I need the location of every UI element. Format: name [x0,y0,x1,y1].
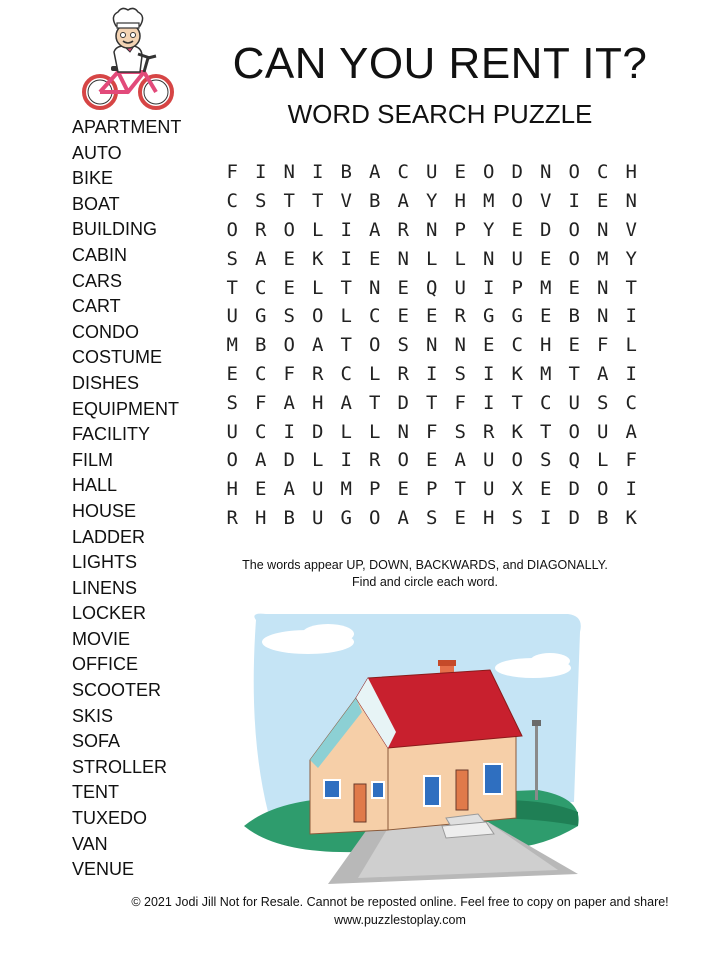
word-list-item: BUILDING [72,219,158,240]
grid-letter[interactable]: I [340,218,352,241]
grid-letter[interactable]: E [369,247,381,270]
word-list-item: CARS [72,270,123,291]
word-list-item: BOAT [72,193,120,214]
grid-letter[interactable]: F [454,391,466,414]
grid-letter[interactable]: E [511,218,523,241]
grid-letter[interactable]: I [255,161,267,184]
grid-letter[interactable]: C [255,420,267,443]
instructions [220,557,630,591]
word-list-item: SCOOTER [72,680,162,701]
grid-letter[interactable]: A [312,334,324,357]
grid-letter[interactable]: E [483,334,495,357]
grid-letter[interactable]: M [540,276,552,299]
instructions-line-1: The words appear UP, DOWN, BACKWARDS, and DIAGONALLY. [242,558,608,572]
grid-letter[interactable]: D [568,506,580,529]
grid-letter[interactable]: H [625,161,637,184]
grid-letter[interactable]: L [312,449,324,472]
grid-letter[interactable]: O [369,506,381,529]
grid-letter[interactable]: T [511,391,523,414]
website-url[interactable]: www.puzzlestoplay.com [334,913,466,927]
grid-letter[interactable]: G [340,506,352,529]
grid-letter[interactable]: S [226,391,238,414]
grid-letter[interactable]: S [426,506,438,529]
grid-letter[interactable]: E [283,276,295,299]
grid-letter[interactable]: S [540,449,552,472]
grid-letter[interactable]: N [397,247,409,270]
grid-letter[interactable]: L [454,247,466,270]
grid-letter[interactable]: R [397,362,409,385]
grid-letter[interactable]: V [540,190,552,213]
grid-letter[interactable]: L [625,334,637,357]
grid-letter[interactable]: T [226,276,238,299]
grid-letter[interactable]: R [369,449,381,472]
word-list-item: APARTMENT [72,117,182,137]
grid-letter[interactable]: U [483,449,495,472]
grid-letter[interactable]: I [283,420,295,443]
grid-letter[interactable]: B [340,161,352,184]
grid-letter[interactable]: B [597,506,609,529]
grid-letter[interactable]: L [340,420,352,443]
grid-letter[interactable]: L [340,305,352,328]
word-list-item: EQUIPMENT [72,398,180,419]
grid-letter[interactable]: V [340,190,352,213]
grid-row [218,216,646,245]
grid-letter[interactable]: P [511,276,523,299]
grid-letter[interactable]: O [511,449,523,472]
word-list [72,115,181,883]
grid-letter[interactable]: O [511,190,523,213]
word-list-item: CABIN [72,244,128,265]
grid-letter[interactable]: H [255,506,267,529]
grid-row [218,417,646,446]
grid-letter[interactable]: Y [483,218,495,241]
grid-letter[interactable]: N [426,334,438,357]
word-list-item: CART [72,296,121,317]
grid-letter[interactable]: S [283,305,295,328]
grid-letter[interactable]: U [568,391,580,414]
grid-letter[interactable]: O [283,218,295,241]
word-list-item: FACILITY [72,424,151,445]
grid-letter[interactable]: N [454,334,466,357]
word-list-item: TUXEDO [72,808,148,829]
grid-letter[interactable]: R [312,362,324,385]
grid-letter[interactable]: E [540,305,552,328]
grid-letter[interactable]: E [283,247,295,270]
grid-letter[interactable]: T [625,276,637,299]
grid-letter[interactable]: D [511,161,523,184]
grid-row [218,504,646,533]
grid-letter[interactable]: U [426,161,438,184]
chef-on-bicycle-icon [78,6,178,112]
grid-letter[interactable]: U [597,420,609,443]
grid-letter[interactable]: R [255,218,267,241]
grid-letter[interactable]: G [511,305,523,328]
grid-letter[interactable]: L [426,247,438,270]
grid-letter[interactable]: N [597,305,609,328]
grid-letter[interactable]: A [397,190,409,213]
grid-letter[interactable]: R [483,420,495,443]
grid-row [218,360,646,389]
grid-letter[interactable]: K [511,420,523,443]
word-list-item: LINENS [72,577,138,598]
grid-letter[interactable]: F [625,449,637,472]
grid-letter[interactable]: S [454,362,466,385]
word-list-item: CONDO [72,321,139,342]
grid-letter[interactable]: E [540,478,552,501]
grid-letter[interactable]: E [426,305,438,328]
word-list-item: BIKE [72,168,114,189]
grid-letter[interactable]: H [483,506,495,529]
grid-letter[interactable]: T [340,276,352,299]
word-list-item: STROLLER [72,756,168,777]
grid-letter[interactable]: Y [625,247,637,270]
grid-letter[interactable]: C [511,334,523,357]
grid-letter[interactable]: I [625,305,637,328]
grid-letter[interactable]: O [226,218,238,241]
grid-letter[interactable]: A [397,506,409,529]
grid-letter[interactable]: D [283,449,295,472]
grid-letter[interactable]: N [540,161,552,184]
grid-letter[interactable]: T [369,391,381,414]
grid-letter[interactable]: R [454,305,466,328]
grid-letter[interactable]: N [397,420,409,443]
grid-letter[interactable]: I [312,161,324,184]
grid-letter[interactable]: B [568,305,580,328]
grid-row [218,187,646,216]
grid-letter[interactable]: E [226,362,238,385]
grid-letter[interactable]: I [340,247,352,270]
copyright-notice: © 2021 Jodi Jill Not for Resale. Cannot be reposted online. Feel free to copy on paper and share! [131,895,669,909]
word-list-item: VAN [72,833,108,854]
grid-letter[interactable]: C [540,391,552,414]
grid-letter[interactable]: I [483,391,495,414]
grid-letter[interactable]: M [597,247,609,270]
grid-letter[interactable]: D [397,391,409,414]
grid-row [218,244,646,273]
grid-letter[interactable]: R [226,506,238,529]
grid-letter[interactable]: U [226,305,238,328]
grid-letter[interactable]: N [283,161,295,184]
grid-letter[interactable]: S [511,506,523,529]
grid-letter[interactable]: A [283,391,295,414]
grid-letter[interactable]: D [568,478,580,501]
grid-letter[interactable]: O [397,449,409,472]
page-subtitle: WORD SEARCH PUZZLE [287,99,593,129]
grid-letter[interactable]: N [483,247,495,270]
grid-letter[interactable]: A [255,247,267,270]
grid-letter[interactable]: A [369,218,381,241]
grid-letter[interactable]: T [426,391,438,414]
grid-letter[interactable]: C [625,391,637,414]
grid-letter[interactable]: E [397,276,409,299]
grid-letter[interactable]: E [568,334,580,357]
word-list-item: SKIS [72,705,114,726]
grid-letter[interactable]: E [568,276,580,299]
grid-letter[interactable]: S [226,247,238,270]
word-list-item: LADDER [72,526,146,547]
grid-letter[interactable]: P [426,478,438,501]
grid-letter[interactable]: O [568,247,580,270]
grid-letter[interactable]: A [597,362,609,385]
grid-letter[interactable]: N [597,218,609,241]
grid-letter[interactable]: K [312,247,324,270]
word-list-item: LOCKER [72,603,147,624]
grid-letter[interactable]: U [454,276,466,299]
grid-letter[interactable]: H [540,334,552,357]
page-title: CAN YOU RENT IT? [232,39,648,88]
grid-letter[interactable]: F [255,391,267,414]
grid-letter[interactable]: C [255,276,267,299]
grid-letter[interactable]: B [369,190,381,213]
footer [90,893,710,929]
grid-letter[interactable]: E [426,449,438,472]
grid-letter[interactable]: I [625,478,637,501]
grid-letter[interactable]: O [568,161,580,184]
grid-letter[interactable]: X [511,478,523,501]
grid-letter[interactable]: L [312,218,324,241]
grid-letter[interactable]: B [283,506,295,529]
house-icon [238,612,588,888]
grid-letter[interactable]: I [540,506,552,529]
instructions-line-2: Find and circle each word. [352,575,498,589]
grid-letter[interactable]: I [483,362,495,385]
grid-letter[interactable]: D [540,218,552,241]
grid-letter[interactable]: I [340,449,352,472]
grid-letter[interactable]: G [255,305,267,328]
word-list-item: VENUE [72,859,135,880]
grid-letter[interactable]: U [511,247,523,270]
grid-letter[interactable]: N [426,218,438,241]
grid-letter[interactable]: E [255,478,267,501]
grid-letter[interactable]: F [226,161,238,184]
grid-letter[interactable]: G [483,305,495,328]
grid-letter[interactable]: E [597,190,609,213]
word-list-item: COSTUME [72,347,162,368]
grid-letter[interactable]: N [625,190,637,213]
grid-letter[interactable]: O [226,449,238,472]
grid-letter[interactable]: U [312,506,324,529]
grid-letter[interactable]: O [597,478,609,501]
grid-letter[interactable]: K [511,362,523,385]
grid-letter[interactable]: C [226,190,238,213]
word-list-item: SOFA [72,731,121,752]
grid-letter[interactable]: A [255,449,267,472]
grid-letter[interactable]: U [483,478,495,501]
grid-letter[interactable]: I [483,276,495,299]
grid-letter[interactable]: E [397,478,409,501]
grid-letter[interactable]: O [283,334,295,357]
word-list-item: TENT [72,782,119,803]
grid-letter[interactable]: T [312,190,324,213]
grid-letter[interactable]: O [568,218,580,241]
grid-letter[interactable]: F [283,362,295,385]
grid-letter[interactable]: O [369,334,381,357]
grid-letter[interactable]: O [312,305,324,328]
grid-letter[interactable]: S [454,420,466,443]
grid-letter[interactable]: C [597,161,609,184]
grid-letter[interactable]: U [226,420,238,443]
grid-letter[interactable]: U [312,478,324,501]
grid-letter[interactable]: T [340,334,352,357]
grid-letter[interactable]: L [597,449,609,472]
grid-letter[interactable]: T [568,362,580,385]
grid-letter[interactable]: L [369,362,381,385]
grid-letter[interactable]: T [454,478,466,501]
grid-letter[interactable]: C [255,362,267,385]
grid-letter[interactable]: A [283,478,295,501]
grid-letter[interactable]: M [340,478,352,501]
grid-letter[interactable]: I [625,362,637,385]
grid-letter[interactable]: M [483,190,495,213]
grid-letter[interactable]: E [454,506,466,529]
grid-letter[interactable]: L [369,420,381,443]
grid-letter[interactable]: N [369,276,381,299]
grid-row [218,302,646,331]
grid-letter[interactable]: S [397,334,409,357]
grid-letter[interactable]: T [540,420,552,443]
grid-letter[interactable]: A [340,391,352,414]
grid-letter[interactable]: A [625,420,637,443]
grid-letter[interactable]: O [483,161,495,184]
grid-letter[interactable]: I [426,362,438,385]
grid-letter[interactable]: N [597,276,609,299]
grid-row [218,388,646,417]
grid-letter[interactable]: P [369,478,381,501]
grid-letter[interactable]: A [454,449,466,472]
grid-letter[interactable]: O [568,420,580,443]
word-list-item: FILM [72,449,114,470]
grid-row [218,273,646,302]
grid-letter[interactable]: Q [568,449,580,472]
grid-letter[interactable]: F [597,334,609,357]
grid-letter[interactable]: C [340,362,352,385]
grid-row [218,475,646,504]
grid-letter[interactable]: K [625,506,637,529]
word-list-item: DISHES [72,372,140,393]
letter-grid [218,158,646,532]
grid-letter[interactable]: T [283,190,295,213]
word-list-item: MOVIE [72,628,131,649]
grid-letter[interactable]: E [540,247,552,270]
grid-letter[interactable]: M [540,362,552,385]
grid-letter[interactable]: A [369,161,381,184]
grid-letter[interactable]: E [397,305,409,328]
grid-letter[interactable]: B [255,334,267,357]
word-list-item: OFFICE [72,654,138,675]
grid-letter[interactable]: D [312,420,324,443]
grid-letter[interactable]: S [597,391,609,414]
grid-letter[interactable]: V [625,218,637,241]
grid-letter[interactable]: H [312,391,324,414]
grid-letter[interactable]: C [369,305,381,328]
grid-letter[interactable]: H [226,478,238,501]
grid-letter[interactable]: Q [426,276,438,299]
word-list-item: AUTO [72,142,122,163]
grid-row [218,446,646,475]
grid-letter[interactable]: R [397,218,409,241]
grid-letter[interactable]: I [568,190,580,213]
grid-letter[interactable]: S [255,190,267,213]
grid-letter[interactable]: Y [426,190,438,213]
word-list-item: HALL [72,475,118,496]
grid-letter[interactable]: E [454,161,466,184]
grid-letter[interactable]: P [454,218,466,241]
grid-letter[interactable]: M [226,334,238,357]
word-list-item: HOUSE [72,500,137,521]
grid-letter[interactable]: L [312,276,324,299]
grid-letter[interactable]: C [397,161,409,184]
grid-row [218,158,646,187]
grid-letter[interactable]: F [426,420,438,443]
grid-row [218,331,646,360]
grid-letter[interactable]: H [454,190,466,213]
word-list-item: LIGHTS [72,552,138,573]
